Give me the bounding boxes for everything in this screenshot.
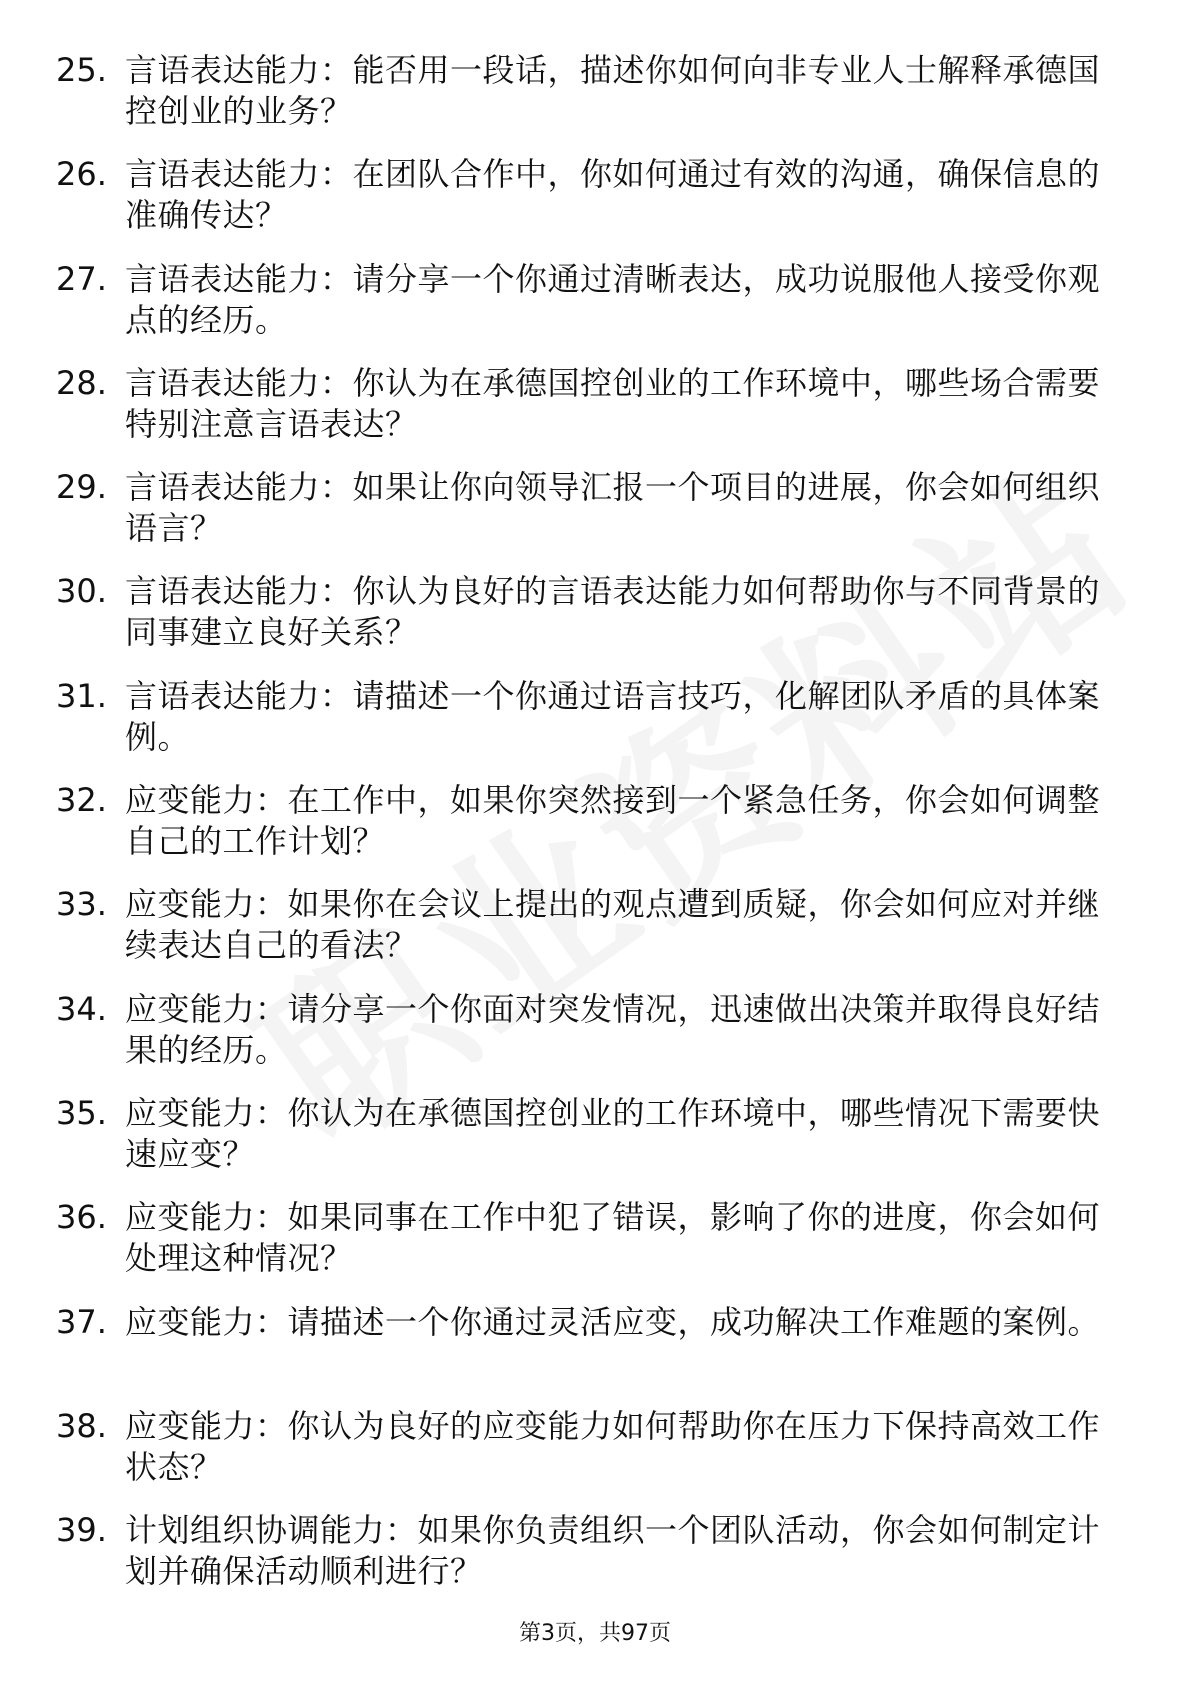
question-number: 26. — [56, 155, 107, 194]
list-item — [56, 154, 1116, 258]
question-number: 32. — [56, 781, 107, 820]
list-item — [56, 467, 1116, 571]
question-number: 28. — [56, 363, 107, 402]
question-text: 计划组织协调能力：如果你负责组织一个团队活动，你会如何制定计划并确保活动顺利进行？ — [125, 1511, 1101, 1591]
question-text: 言语表达能力：在团队合作中，你如何通过有效的沟通，确保信息的准确传达？ — [125, 155, 1101, 235]
question-text: 言语表达能力：你认为良好的言语表达能力如何帮助你与不同背景的同事建立良好关系？ — [125, 572, 1101, 652]
question-list — [56, 50, 1116, 1614]
list-item — [56, 259, 1116, 363]
list-item — [56, 1406, 1116, 1510]
question-text: 言语表达能力：请分享一个你通过清晰表达，成功说服他人接受你观点的经历。 — [125, 259, 1101, 339]
list-item — [56, 780, 1116, 884]
question-number: 37. — [56, 1302, 107, 1341]
question-text: 应变能力：如果你在会议上提出的观点遭到质疑，你会如何应对并继续表达自己的看法？ — [125, 885, 1101, 965]
question-number: 34. — [56, 989, 107, 1028]
question-text: 应变能力：请描述一个你通过灵活应变，成功解决工作难题的案例。 — [125, 1302, 1101, 1341]
list-item — [56, 50, 1116, 154]
question-number: 39. — [56, 1511, 107, 1550]
list-item — [56, 884, 1116, 988]
question-text: 应变能力：你认为在承德国控创业的工作环境中，哪些情况下需要快速应变？ — [125, 1093, 1101, 1173]
question-number: 35. — [56, 1093, 107, 1132]
question-text: 言语表达能力：如果让你向领导汇报一个项目的进展，你会如何组织语言？ — [125, 468, 1101, 548]
question-text: 应变能力：在工作中，如果你突然接到一个紧急任务，你会如何调整自己的工作计划？ — [125, 781, 1101, 861]
list-item — [56, 363, 1116, 467]
question-text: 言语表达能力：能否用一段话，描述你如何向非专业人士解释承德国控创业的业务？ — [125, 51, 1101, 130]
list-item — [56, 1197, 1116, 1301]
question-number: 31. — [56, 676, 107, 715]
question-number: 38. — [56, 1406, 107, 1445]
question-text: 言语表达能力：你认为在承德国控创业的工作环境中，哪些场合需要特别注意言语表达？ — [125, 363, 1101, 443]
question-text: 应变能力：你认为良好的应变能力如何帮助你在压力下保持高效工作状态？ — [125, 1406, 1101, 1486]
list-item — [56, 1093, 1116, 1197]
list-item — [56, 1510, 1116, 1614]
list-item — [56, 676, 1116, 780]
question-number: 30. — [56, 572, 107, 611]
list-item — [56, 989, 1116, 1093]
list-item — [56, 1302, 1116, 1406]
question-number: 29. — [56, 468, 107, 507]
question-text: 言语表达能力：请描述一个你通过语言技巧，化解团队矛盾的具体案例。 — [125, 676, 1101, 756]
question-number: 27. — [56, 259, 107, 298]
question-number: 36. — [56, 1198, 107, 1237]
question-text: 应变能力：如果同事在工作中犯了错误，影响了你的进度，你会如何处理这种情况？ — [125, 1198, 1101, 1278]
list-item — [56, 571, 1116, 675]
question-number: 25. — [56, 51, 107, 89]
question-number: 33. — [56, 885, 107, 924]
question-text: 应变能力：请分享一个你面对突发情况，迅速做出决策并取得良好结果的经历。 — [125, 989, 1101, 1069]
page-number-footer: 第3页，共97页 — [519, 1621, 671, 1646]
